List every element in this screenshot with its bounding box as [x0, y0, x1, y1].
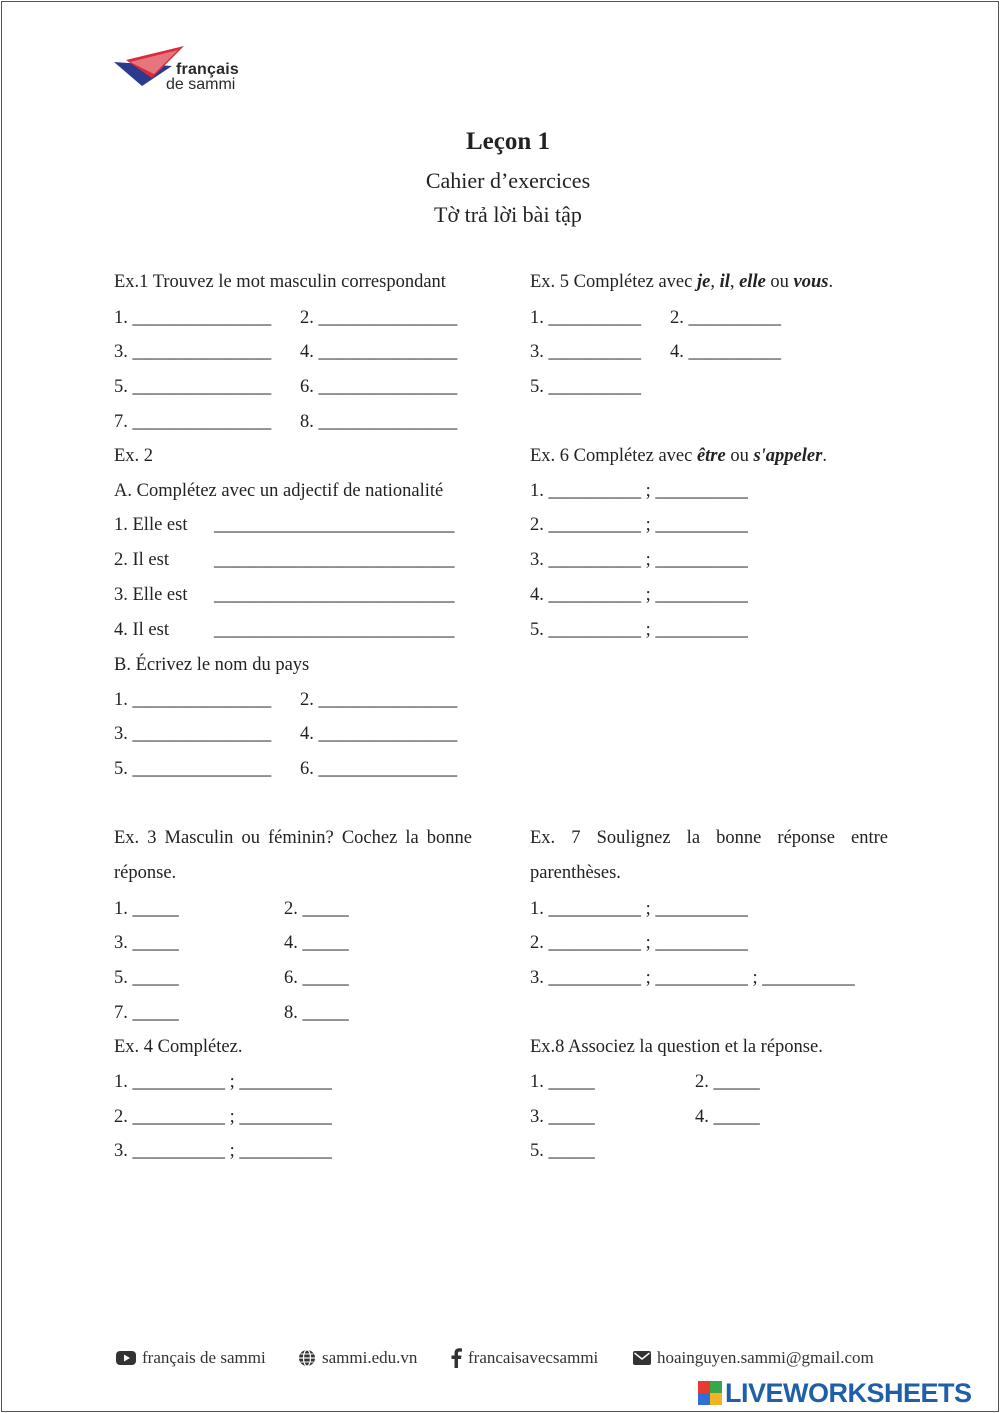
ex2-part-b: B. Écrivez le nom du pays: [114, 655, 310, 675]
ex2-a-blank-2[interactable]: __________________________: [214, 550, 455, 570]
ex6-answer-5[interactable]: 5. __________ ; __________: [530, 620, 748, 640]
ex3-title-line2: réponse.: [114, 863, 177, 883]
ex2-a-blank-3[interactable]: __________________________: [214, 585, 455, 605]
ex1-answer-8[interactable]: 8. _______________: [300, 412, 458, 432]
ex5-answer-5[interactable]: 5. __________: [530, 377, 641, 397]
globe-icon: [298, 1349, 316, 1367]
ex3-answer-3[interactable]: 3. _____: [114, 933, 179, 953]
ex3-answer-7[interactable]: 7. _____: [114, 1003, 179, 1023]
ex1-answer-7[interactable]: 7. _______________: [114, 412, 272, 432]
ex8-answer-2[interactable]: 2. _____: [695, 1072, 760, 1092]
ex1-title: Ex.1 Trouvez le mot masculin correspondant: [114, 272, 446, 292]
ex2-b-answer-1[interactable]: 1. _______________: [114, 690, 272, 710]
ex6-title: [530, 446, 827, 467]
ex7-title-line1: Ex. 7 Soulignez la bonne réponse entre: [530, 828, 888, 848]
liveworksheets-text: LIVEWORKSHEETS: [725, 1377, 972, 1408]
ex2-a-label-2: 2. Il est: [114, 550, 169, 570]
youtube-icon: [116, 1351, 136, 1365]
ex7-title-line2: parenthèses.: [530, 863, 621, 883]
ex5-prefix: Ex. 5 Complétez avec: [530, 272, 697, 292]
footer-email[interactable]: [633, 1348, 874, 1368]
ex5-answer-2[interactable]: 2. __________: [670, 308, 781, 328]
ex3-answer-6[interactable]: 6. _____: [284, 968, 349, 988]
ex8-answer-5[interactable]: 5. _____: [530, 1141, 595, 1161]
footer-youtube[interactable]: [116, 1348, 266, 1368]
page-title: Leçon 1: [465, 128, 551, 155]
ex3-answer-8[interactable]: 8. _____: [284, 1003, 349, 1023]
mail-icon: [633, 1351, 651, 1365]
brand-line1: français: [176, 61, 239, 78]
ex5-answer-4[interactable]: 4. __________: [670, 342, 781, 362]
ex7-answer-1[interactable]: 1. __________ ; __________: [530, 899, 748, 919]
ex6-word-etre: être: [696, 446, 726, 466]
ex3-title-line1: Ex. 3 Masculin ou féminin? Cochez la bonne: [114, 828, 472, 848]
ex4-answer-3[interactable]: 3. __________ ; __________: [114, 1141, 332, 1161]
footer-website-text: sammi.edu.vn: [322, 1348, 418, 1367]
ex3-answer-1[interactable]: 1. _____: [114, 899, 179, 919]
footer-youtube-text: français de sammi: [142, 1348, 266, 1367]
ex4-answer-2[interactable]: 2. __________ ; __________: [114, 1107, 332, 1127]
ex5-answer-1[interactable]: 1. __________: [530, 308, 641, 328]
ex2-b-answer-6[interactable]: 6. _______________: [300, 759, 458, 779]
ex6-end: .: [822, 446, 827, 466]
ex2-a-label-1: 1. Elle est: [114, 515, 188, 535]
ex1-answer-4[interactable]: 4. _______________: [300, 342, 458, 362]
ex5-word-il: il: [719, 272, 730, 292]
ex2-a-blank-4[interactable]: __________________________: [214, 620, 455, 640]
ex5-title: [530, 272, 833, 293]
ex7-answer-2[interactable]: 2. __________ ; __________: [530, 933, 748, 953]
ex2-part-a: A. Complétez avec un adjectif de nationalité: [114, 481, 444, 501]
ex8-title: Ex.8 Associez la question et la réponse.: [530, 1037, 823, 1057]
ex6-answer-2[interactable]: 2. __________ ; __________: [530, 515, 748, 535]
ex2-a-label-4: 4. Il est: [114, 620, 169, 640]
ex8-answer-3[interactable]: 3. _____: [530, 1107, 595, 1127]
ex5-sep1: ,: [710, 272, 720, 292]
ex5-word-vous: vous: [793, 272, 829, 292]
ex6-answer-3[interactable]: 3. __________ ; __________: [530, 550, 748, 570]
liveworksheets-logo-icon: [698, 1381, 722, 1405]
ex6-word-sappeler: s'appeler: [753, 446, 823, 466]
ex8-answer-1[interactable]: 1. _____: [530, 1072, 595, 1092]
footer-facebook-text: francaisavecsammi: [468, 1348, 599, 1367]
ex6-mid: ou: [725, 446, 754, 466]
ex8-answer-4[interactable]: 4. _____: [695, 1107, 760, 1127]
ex3-answer-4[interactable]: 4. _____: [284, 933, 349, 953]
page-subtitle-2: Tờ trả lời bài tập: [434, 202, 582, 227]
ex4-answer-1[interactable]: 1. __________ ; __________: [114, 1072, 332, 1092]
ex3-answer-2[interactable]: 2. _____: [284, 899, 349, 919]
footer-email-text: hoainguyen.sammi@gmail.com: [657, 1348, 874, 1367]
ex1-answer-6[interactable]: 6. _______________: [300, 377, 458, 397]
ex1-answer-3[interactable]: 3. _______________: [114, 342, 272, 362]
ex5-word-elle: elle: [739, 272, 766, 292]
footer-website[interactable]: [298, 1348, 417, 1368]
liveworksheets-watermark[interactable]: [698, 1378, 998, 1408]
ex1-answer-1[interactable]: 1. _______________: [114, 308, 272, 328]
ex1-answer-2[interactable]: 2. _______________: [300, 308, 458, 328]
ex5-end: .: [828, 272, 834, 292]
ex2-a-blank-1[interactable]: __________________________: [214, 515, 455, 535]
ex3-answer-5[interactable]: 5. _____: [114, 968, 179, 988]
footer-facebook[interactable]: [450, 1348, 598, 1368]
facebook-icon: [450, 1348, 462, 1368]
ex7-answer-3[interactable]: 3. __________ ; __________ ; __________: [530, 968, 855, 988]
ex2-b-answer-4[interactable]: 4. _______________: [300, 724, 458, 744]
ex2-title: Ex. 2: [114, 446, 154, 466]
ex5-word-je: je: [696, 272, 711, 292]
ex1-answer-5[interactable]: 5. _______________: [114, 377, 272, 397]
ex5-answer-3[interactable]: 3. __________: [530, 342, 641, 362]
ex2-a-label-3: 3. Elle est: [114, 585, 188, 605]
ex4-title: Ex. 4 Complétez.: [114, 1037, 243, 1057]
ex2-b-answer-2[interactable]: 2. _______________: [300, 690, 458, 710]
ex2-b-answer-5[interactable]: 5. _______________: [114, 759, 272, 779]
ex5-mid: ou: [765, 272, 794, 292]
ex2-b-answer-3[interactable]: 3. _______________: [114, 724, 272, 744]
ex5-sep2: ,: [729, 272, 740, 292]
brand-line2: de sammi: [166, 76, 236, 93]
ex6-answer-4[interactable]: 4. __________ ; __________: [530, 585, 748, 605]
ex6-prefix: Ex. 6 Complétez avec: [530, 446, 697, 466]
ex6-answer-1[interactable]: 1. __________ ; __________: [530, 481, 748, 501]
page-subtitle-1: Cahier d’exercices: [425, 168, 591, 193]
